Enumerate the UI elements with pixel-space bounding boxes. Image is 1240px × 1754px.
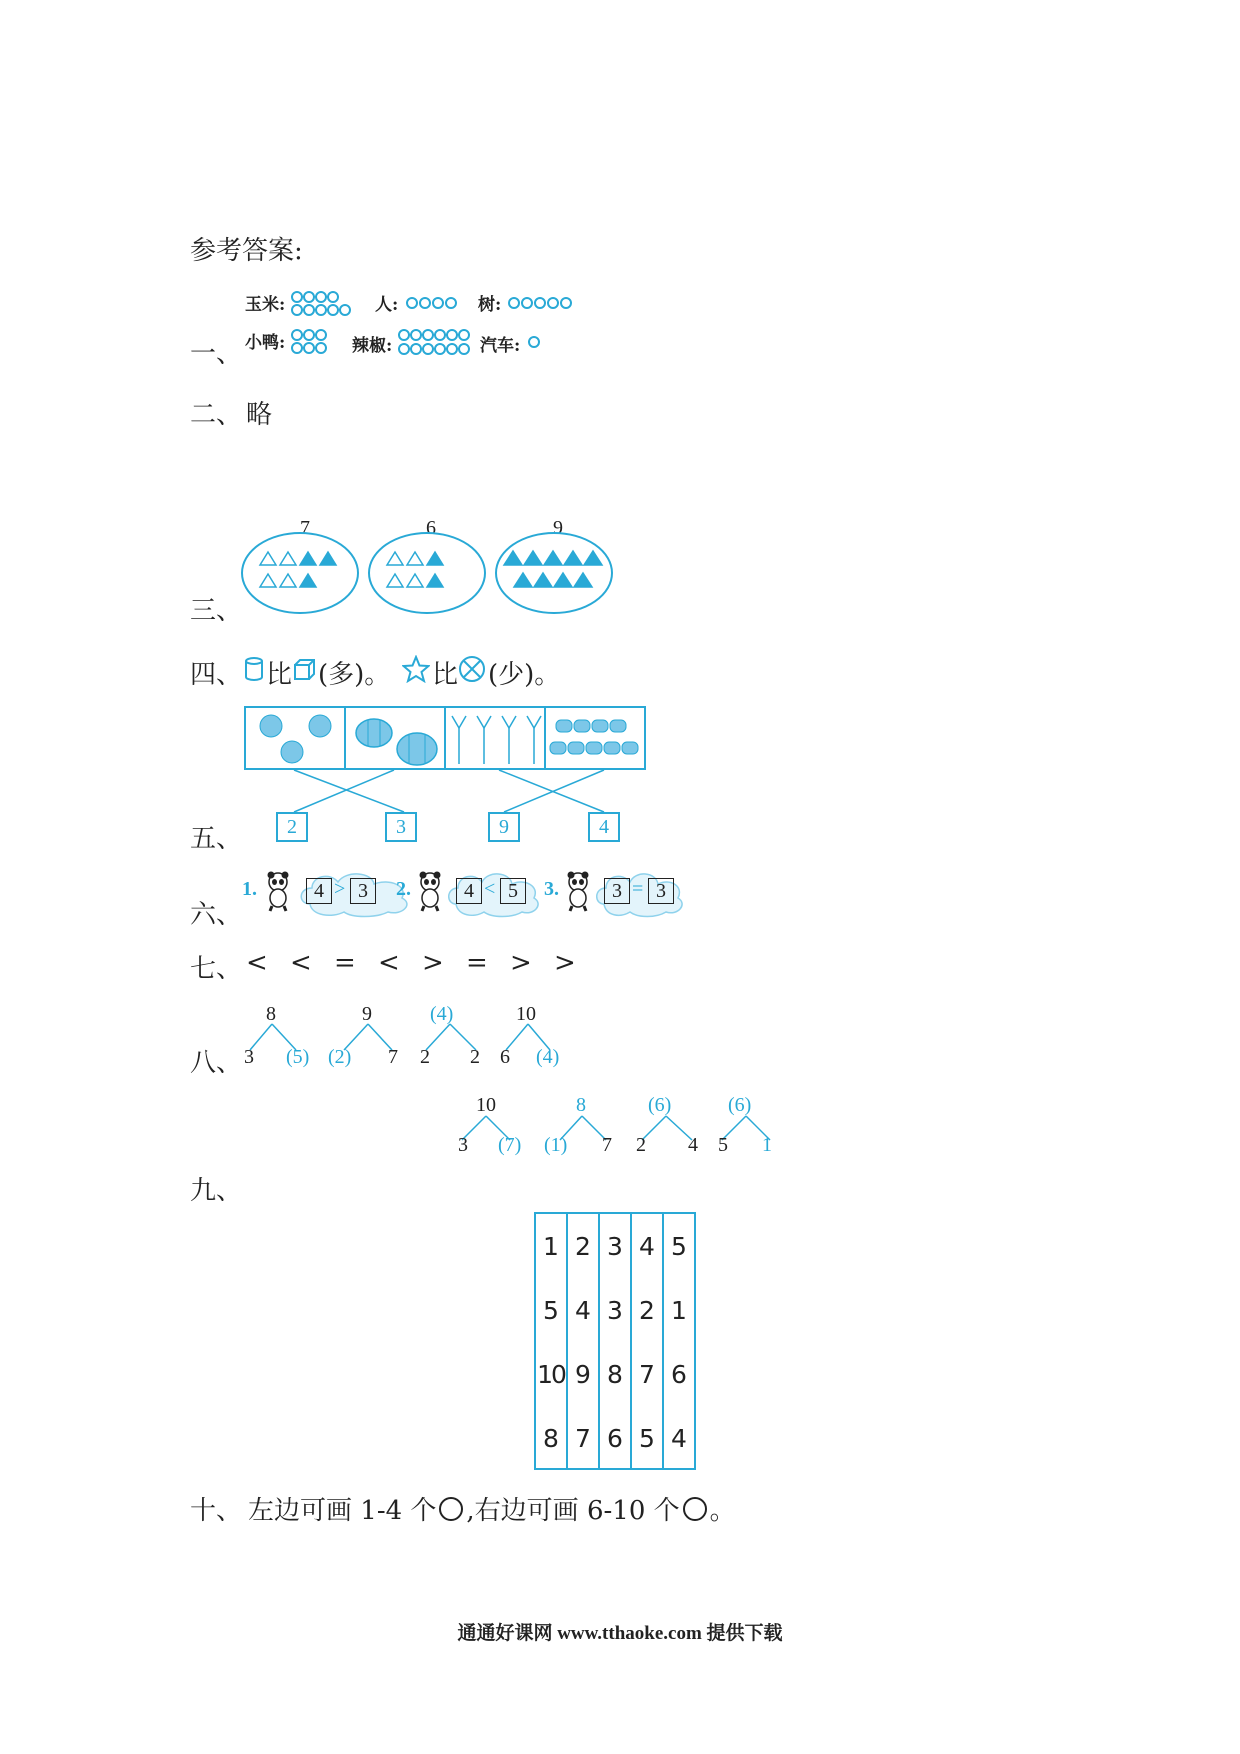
q9-cell: 10 [537,1359,565,1389]
q10-text-3: 。 [709,1496,736,1526]
q9-cell: 7 [639,1359,655,1389]
q6-item-2-index: 2. [396,878,411,900]
q1-item-people: 人: [375,295,399,315]
q1-car-circles [527,335,541,349]
panda-icon [414,870,446,912]
q7-label: 七、 [190,954,243,984]
q5-box-3: 9 [488,812,520,842]
q1-item-duck: 小鸭: [245,333,286,353]
q8-r1-g4-top: 10 [516,1003,536,1025]
q6-item-3-left: 3 [604,878,630,904]
q3-triangle-groups [240,530,620,620]
cylinder-icon [244,656,264,682]
q8-r2-g3-left: 2 [636,1134,646,1156]
q9-cell: 8 [607,1359,623,1389]
q8-r1-g2-top: 9 [362,1003,372,1025]
q4-answer-2: (少)。 [488,660,561,690]
circle-icon [438,1496,464,1522]
q5-box-1: 2 [276,812,308,842]
q1-item-tree: 树: [478,295,502,315]
q9-cell: 5 [639,1423,655,1453]
q8-r2-g1-right: (7) [498,1134,522,1156]
q8-r1-g2-right: 7 [388,1046,398,1068]
q8-r1-g1-top: 8 [266,1003,276,1025]
page-title: 参考答案: [190,236,303,266]
q9-cell: 2 [575,1231,591,1261]
q9-cell: 1 [671,1295,687,1325]
q8-r2-g2-top: 8 [576,1094,586,1116]
q8-label: 八、 [190,1048,243,1078]
q9-cell: 5 [543,1295,559,1325]
q7-symbol-4: < [378,948,400,978]
q8-r1-g4-right: (4) [536,1046,560,1068]
q4-bi-2: 比 [432,660,459,690]
q6-item-2-right: 5 [500,878,526,904]
q8-r2-g1-left: 3 [458,1134,468,1156]
q7-symbol-1: < [246,948,268,978]
q9-cell: 3 [607,1231,623,1261]
q1-label: 一、 [190,339,243,369]
q9-cell: 8 [543,1423,559,1453]
q7-symbol-2: < [290,948,312,978]
q6-item-3-op: = [632,878,644,900]
q9-cell: 2 [639,1295,655,1325]
q8-r1-g2-left: (2) [328,1046,352,1068]
q8-r2-g3-top: (6) [648,1094,672,1116]
panda-icon [262,870,294,912]
q8-r2-g4-right: 1 [762,1134,772,1156]
q10-label: 十、 [190,1496,243,1526]
q9-cell: 5 [671,1231,687,1261]
circle-icon [682,1496,708,1522]
q8-r2-g4-top: (6) [728,1094,752,1116]
q7-symbol-8: > [554,948,576,978]
q1-item-pepper: 辣椒: [352,336,393,356]
q9-cell: 4 [575,1295,591,1325]
q6-item-1-op: > [334,878,346,900]
q10-line [190,1490,736,1527]
q3-label: 三、 [190,596,243,626]
q8-r2-g4-left: 5 [718,1134,728,1156]
q8-r2-g1-top: 10 [476,1094,496,1116]
q8-r1-g3-left: 2 [420,1046,430,1068]
q5-label: 五、 [190,824,243,854]
q1-item-corn: 玉米: [245,295,286,315]
footer-source: 通通好课网 www.tthaoke.com 提供下载 [457,1623,783,1644]
q1-people-circles [404,294,464,312]
q8-r2-g2-left: (1) [544,1134,568,1156]
q9-cell: 9 [575,1359,591,1389]
q1-duck-circles [291,328,335,356]
star-icon [402,655,430,683]
q7-symbol-3: = [334,948,356,978]
q4-answer-1: (多)。 [318,660,391,690]
q8-r1-g3-top: (4) [430,1003,454,1025]
q10-text-2: ,右边可画 6-10 个 [466,1496,680,1526]
q2-answer: 略 [246,400,273,430]
q1-item-car: 汽车: [480,336,521,356]
q9-grid [534,1212,696,1470]
q2-label: 二、 [190,400,243,430]
q10-text-1: 左边可画 1-4 个 [248,1496,437,1526]
q6-item-3-index: 3. [544,878,559,900]
q9-cell: 4 [639,1231,655,1261]
q9-cell: 4 [671,1423,687,1453]
q8-r1-g3-right: 2 [470,1046,480,1068]
q3-group3-number: 9 [553,517,563,539]
q8-r1-g1-right: (5) [286,1046,310,1068]
q8-r2-g3-right: 4 [688,1134,698,1156]
q8-r1-g4-left: 6 [500,1046,510,1068]
q9-cell: 7 [575,1423,591,1453]
q6-item-2-left: 4 [456,878,482,904]
q6-item-1-index: 1. [242,878,257,900]
q4-label: 四、 [190,660,243,690]
q6-item-3-right: 3 [648,878,674,904]
q5-box-2: 3 [385,812,417,842]
q3-group1-number: 7 [300,517,310,539]
q9-cell: 1 [543,1231,559,1261]
q7-symbol-7: > [510,948,532,978]
q5-cross-lines [244,768,648,818]
q1-tree-circles [506,294,578,312]
q5-box-4: 4 [588,812,620,842]
q9-cell: 6 [607,1423,623,1453]
q9-cell: 6 [671,1359,687,1389]
q9-cell: 3 [607,1295,623,1325]
cube-icon [293,658,317,682]
q8-r1-g1-left: 3 [244,1046,254,1068]
q7-symbol-5: > [422,948,444,978]
q6-item-1-right: 3 [350,878,376,904]
q1-corn-circles [291,290,359,318]
q1-pepper-circles [397,328,473,358]
q7-symbol-6: = [466,948,488,978]
q9-label: 九、 [190,1176,243,1206]
q3-group2-number: 6 [426,517,436,539]
q8-r2-g2-right: 7 [602,1134,612,1156]
q6-item-1-left: 4 [306,878,332,904]
q4-bi-1: 比 [266,660,293,690]
panda-icon [562,870,594,912]
q6-label: 六、 [190,900,243,930]
q5-picture-box [244,706,648,776]
crossed-circle-icon [458,655,486,683]
q6-item-2-op: < [484,878,496,900]
